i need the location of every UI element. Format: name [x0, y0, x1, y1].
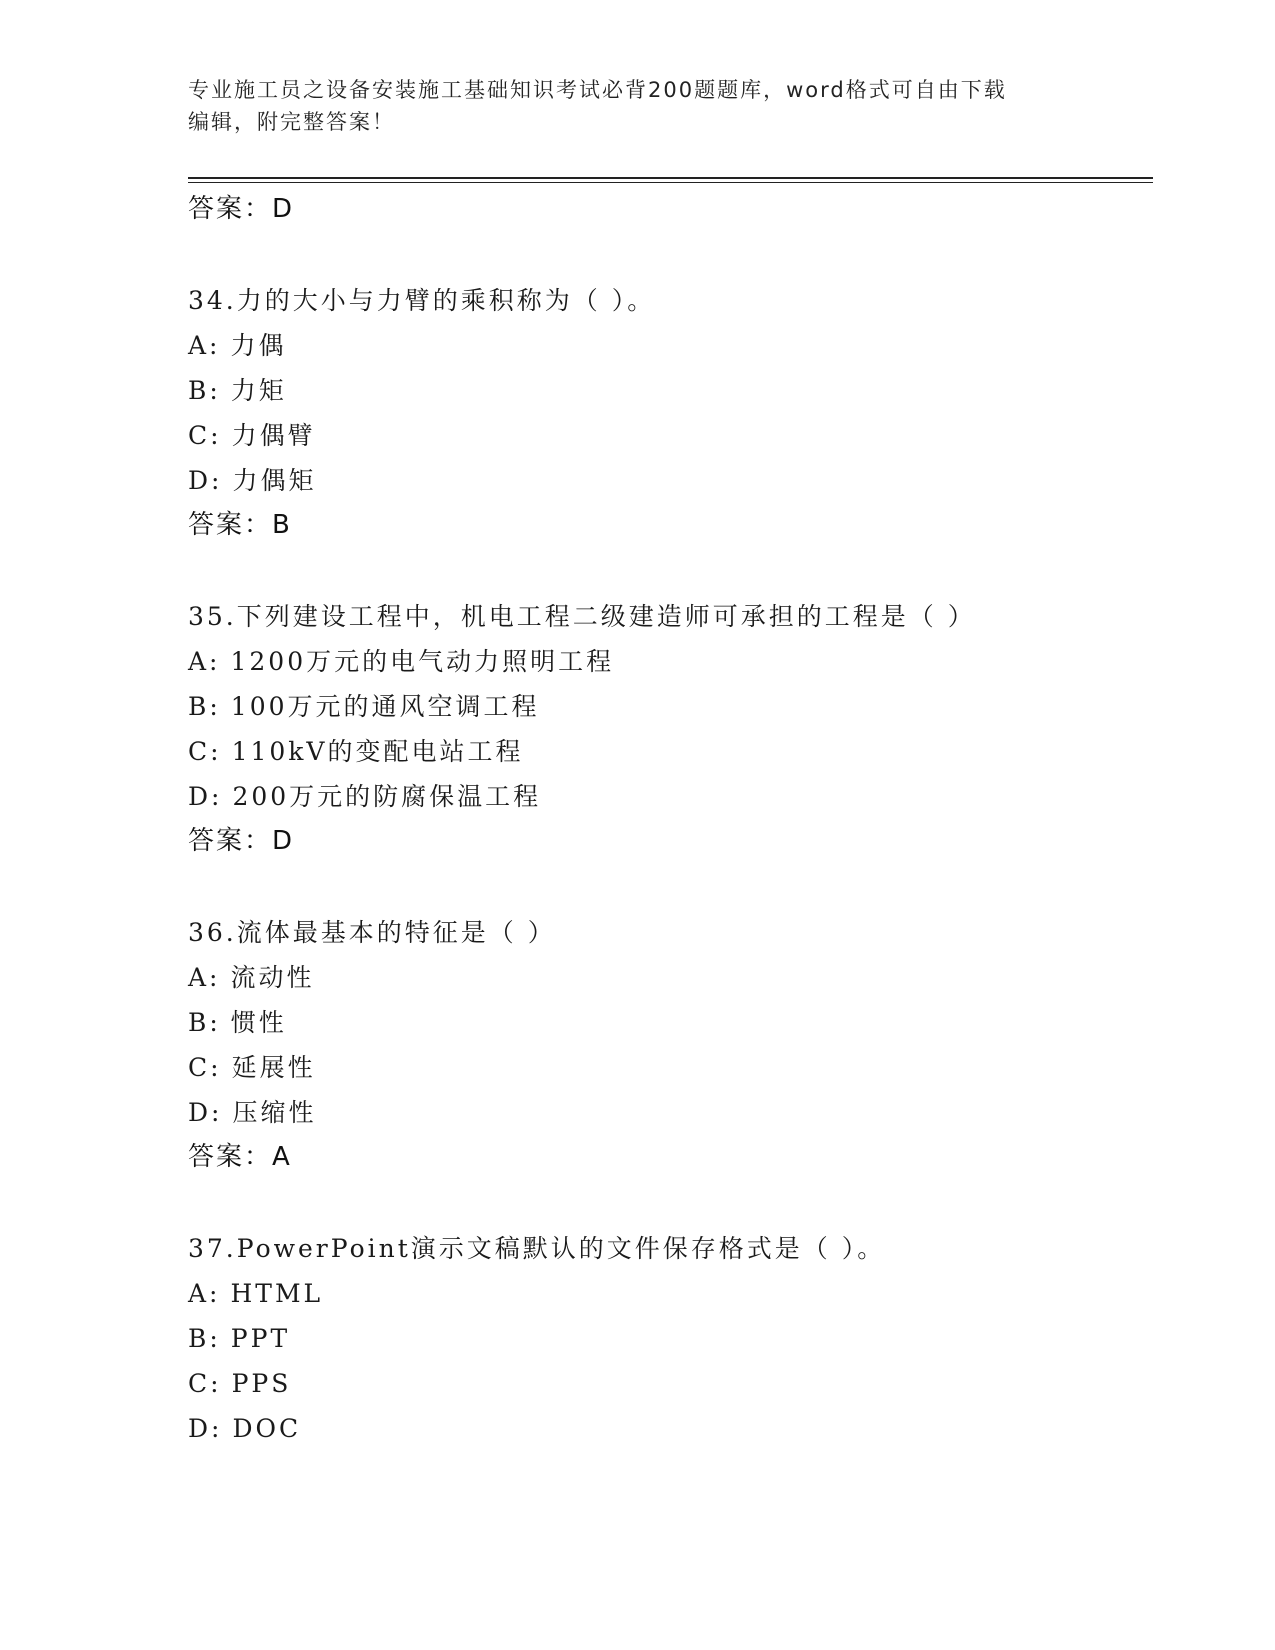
question-36-option-c	[188, 1051, 316, 1085]
question-35-option-a	[188, 645, 614, 679]
question-37-option-d	[188, 1412, 301, 1446]
document-header	[188, 74, 1088, 138]
header-line-2: 编辑，附完整答案！	[188, 110, 395, 134]
option-key: C:	[188, 421, 222, 450]
option-key: A:	[188, 1279, 221, 1308]
option-text: 1200万元的电气动力照明工程	[230, 647, 615, 676]
option-text: DOC	[232, 1414, 302, 1443]
question-34-stem: 34.力的大小与力臂的乘积称为（ ）。	[188, 286, 656, 315]
option-key: B:	[188, 1008, 221, 1037]
question-36-option-a	[188, 961, 315, 995]
header-divider-thick	[188, 177, 1153, 179]
answer-prev: 答案：D	[188, 194, 295, 224]
option-text: HTML	[230, 1279, 324, 1308]
question-34-option-a	[188, 329, 287, 363]
option-key: B:	[188, 376, 221, 405]
option-key: A:	[188, 331, 221, 360]
option-text: 力偶臂	[231, 421, 316, 450]
option-text: PPS	[231, 1369, 292, 1398]
option-key: D:	[188, 1098, 223, 1127]
option-key: B:	[188, 1324, 221, 1353]
question-36-option-d	[188, 1096, 316, 1130]
question-35-answer: 答案：D	[188, 826, 295, 856]
option-key: A:	[188, 963, 221, 992]
question-34-option-c	[188, 419, 316, 453]
option-text: 200万元的防腐保温工程	[232, 782, 542, 811]
option-key: A:	[188, 647, 221, 676]
header-divider-thin	[188, 182, 1153, 183]
option-text: 力偶	[230, 331, 287, 360]
question-34-answer: 答案：B	[188, 510, 292, 540]
question-35-option-b	[188, 690, 540, 724]
header-line-1: 专业施工员之设备安装施工基础知识考试必背200题题库，word格式可自由下载	[188, 78, 1007, 102]
option-text: 流动性	[230, 963, 315, 992]
option-key: C:	[188, 1369, 222, 1398]
option-text: 压缩性	[232, 1098, 317, 1127]
option-text: 延展性	[231, 1053, 316, 1082]
option-text: 110kV的变配电站工程	[231, 737, 524, 766]
question-37-option-c	[188, 1367, 291, 1401]
option-text: 力矩	[230, 376, 287, 405]
option-key: D:	[188, 1414, 223, 1443]
question-37-option-b	[188, 1322, 290, 1356]
question-35-option-d	[188, 780, 541, 814]
option-text: PPT	[230, 1324, 291, 1353]
option-text: 100万元的通风空调工程	[230, 692, 540, 721]
question-36-stem: 36.流体最基本的特征是（ ）	[188, 918, 556, 947]
question-36-answer: 答案：A	[188, 1142, 292, 1172]
question-35-stem: 35.下列建设工程中，机电工程二级建造师可承担的工程是（ ）	[188, 602, 976, 631]
question-34-option-d	[188, 464, 316, 498]
question-35-option-c	[188, 735, 523, 769]
question-34-option-b	[188, 374, 287, 408]
option-text: 力偶矩	[232, 466, 317, 495]
option-key: D:	[188, 782, 223, 811]
option-key: D:	[188, 466, 223, 495]
option-key: C:	[188, 1053, 222, 1082]
question-37-option-a	[188, 1277, 323, 1311]
question-36-option-b	[188, 1006, 287, 1040]
option-key: B:	[188, 692, 221, 721]
question-37-stem: 37.PowerPoint演示文稿默认的文件保存格式是（ ）。	[188, 1234, 886, 1263]
option-key: C:	[188, 737, 222, 766]
option-text: 惯性	[230, 1008, 287, 1037]
